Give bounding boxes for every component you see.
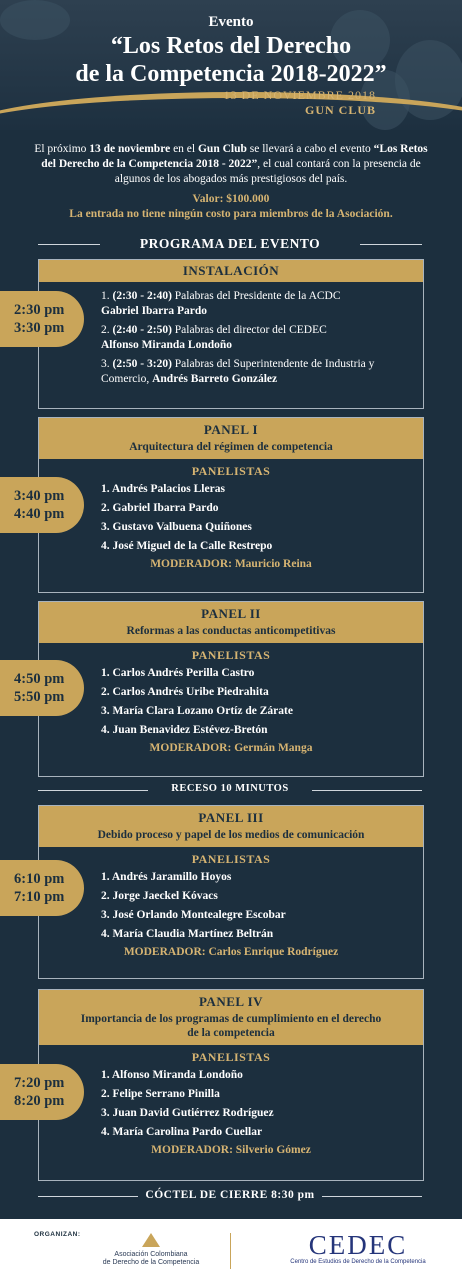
time-start: 7:20 pm [14,1075,65,1091]
item-time: (2:50 - 3:20) [112,358,172,370]
panelist: 3. Gustavo Valbuena Quiñones [101,521,252,533]
item-text: Palabras del Presidente de la ACDC [174,290,341,302]
panelist: 3. María Clara Lozano Ortíz de Zárate [101,705,293,717]
closing-divider [38,1189,422,1201]
acdc-name-line1: Asociación Colombiana [114,1251,188,1258]
panelist: 4. María Claudia Martínez Beltrán [101,928,274,940]
intro-text-3: se llevará a cabo el evento [249,143,371,155]
program-title-text: PROGRAMA DEL EVENTO [139,236,321,251]
program-title [38,236,422,252]
intro-text-1: El próximo [34,143,87,155]
panel-subtitle: Importancia de los programas de cumplimiento en el derecho de la competencia [80,1013,382,1039]
footer [0,1219,462,1280]
panelist: 4. Juan Benavidez Estévez-Bretón [101,724,268,736]
time-end: 5:50 pm [14,689,65,705]
acdc-logo [96,1233,206,1267]
item-time: (2:30 - 2:40) [112,290,172,302]
panelist: 2. Gabriel Ibarra Pardo [101,502,219,514]
panel-3-card [38,805,424,979]
panelists-label: PANELISTAS [191,1050,271,1064]
panel-2-time [0,660,84,716]
panel-4-header [39,990,423,1045]
item-number: 1. [101,290,110,302]
panel-1-time [0,477,84,533]
panel-4-card [38,989,424,1181]
item-speaker: Andrés Barreto González [152,373,278,385]
break-label: RECESO 10 MINUTOS [171,783,289,794]
installation-item-3 [101,357,417,387]
time-start: 4:50 pm [14,671,65,687]
hero-banner [0,0,462,130]
panel-title: PANEL I [203,422,259,437]
panel-subtitle: Reformas a las conductas anticompetitivas [126,625,336,637]
panelist: 3. José Orlando Montealegre Escobar [101,909,286,921]
acdc-triangle-icon [142,1233,160,1247]
intro-text-2: en el [173,143,196,155]
panelist: 1. Andrés Palacios Lleras [101,483,225,495]
time-end: 7:10 pm [14,889,65,905]
panel-title: PANEL III [198,810,264,825]
item-text: Palabras del Superintendente de Industria y Comercio, [101,358,375,385]
panelist: 1. Alfonso Miranda Londoño [101,1069,243,1081]
intro-venue: Gun Club [197,143,247,155]
panel-3-header [39,806,423,847]
acdc-name-line2: de Derecho de la Competencia [102,1259,200,1266]
panelist: 1. Andrés Jaramillo Hoyos [101,871,232,883]
item-number: 3. [101,358,110,370]
installation-title: INSTALACIÓN [39,260,423,282]
panelist: 2. Felipe Serrano Pinilla [101,1088,220,1100]
cedec-wordmark: CEDEC [308,1230,408,1260]
panel-1-header [39,418,423,459]
intro-text-4: , el cual contará con la presencia de algunos de los abogados más prestigiosos del país. [114,158,421,185]
panelist: 2. Carlos Andrés Uribe Piedrahita [101,686,269,698]
panelist: 3. Juan David Gutiérrez Rodríguez [101,1107,274,1119]
item-speaker: Gabriel Ibarra Pardo [101,305,208,317]
time-end: 8:20 pm [14,1093,65,1109]
panel-subtitle: Arquitectura del régimen de competencia [129,441,333,453]
closing-label: CÓCTEL DE CIERRE 8:30 pm [145,1189,315,1201]
time-end: 4:40 pm [14,506,65,522]
event-title-line1: “Los Retos del Derecho [110,33,352,59]
item-speaker: Alfonso Miranda Londoño [101,339,233,351]
moderator: MODERADOR: Germán Manga [149,742,313,754]
intro-event-name: “Los Retos del Derecho de la Competencia 2018 - 2022” [41,143,428,170]
panel-subtitle: Debido proceso y papel de los medios de comunicación [97,829,365,841]
panelist: 1. Carlos Andrés Perilla Castro [101,667,255,679]
installation-card [38,259,424,409]
panelists-label: PANELISTAS [191,852,271,866]
moderator: MODERADOR: Mauricio Reina [150,558,312,570]
panel-2-card [38,601,424,777]
item-time: (2:40 - 2:50) [112,324,172,336]
item-text: Palabras del director del CEDEC [174,324,327,336]
cedec-logo [278,1231,438,1265]
panel-1-card [38,417,424,593]
item-number: 2. [101,324,110,336]
event-date: 13 DE NOVIEMBRE 2018 [223,88,376,102]
installation-item-1 [101,289,417,319]
panelist: 4. José Miguel de la Calle Restrepo [101,540,273,552]
cedec-subtitle: Centro de Estudios de Derecho de la Competencia [290,1259,426,1265]
event-date-block [224,88,376,118]
event-venue: GUN CLUB [304,103,376,117]
intro-text [30,142,432,222]
time-end: 3:30 pm [14,320,65,336]
time-start: 3:40 pm [14,488,65,504]
panel-3-time [0,860,84,916]
price: Valor: $100.000 [192,193,270,205]
panel-title: PANEL IV [198,994,264,1009]
panelist: 2. Jorge Jaeckel Kóvacs [101,890,218,902]
time-start: 2:30 pm [14,302,65,318]
moderator: MODERADOR: Silverio Gómez [151,1144,311,1156]
panel-title: PANEL II [201,606,261,621]
moderator: MODERADOR: Carlos Enrique Rodríguez [123,946,339,958]
intro-date: 13 de noviembre [89,143,171,155]
footer-separator [230,1233,231,1269]
panelists-label: PANELISTAS [191,464,271,478]
installation-item-2 [101,323,417,353]
panelist: 4. María Carolina Pardo Cuellar [101,1126,263,1138]
event-label: Evento [208,14,254,30]
time-start: 6:10 pm [14,871,65,887]
event-title-line2: de la Competencia 2018-2022” [75,61,387,87]
panelists-label: PANELISTAS [191,648,271,662]
break-divider [38,783,422,794]
panel-2-header [39,602,423,643]
installation-time [0,291,84,347]
panel-4-time [0,1064,84,1120]
free-entry-note: La entrada no tiene ningún costo para miembros de la Asociación. [69,208,393,220]
organizers-label: ORGANIZAN: [34,1231,81,1238]
